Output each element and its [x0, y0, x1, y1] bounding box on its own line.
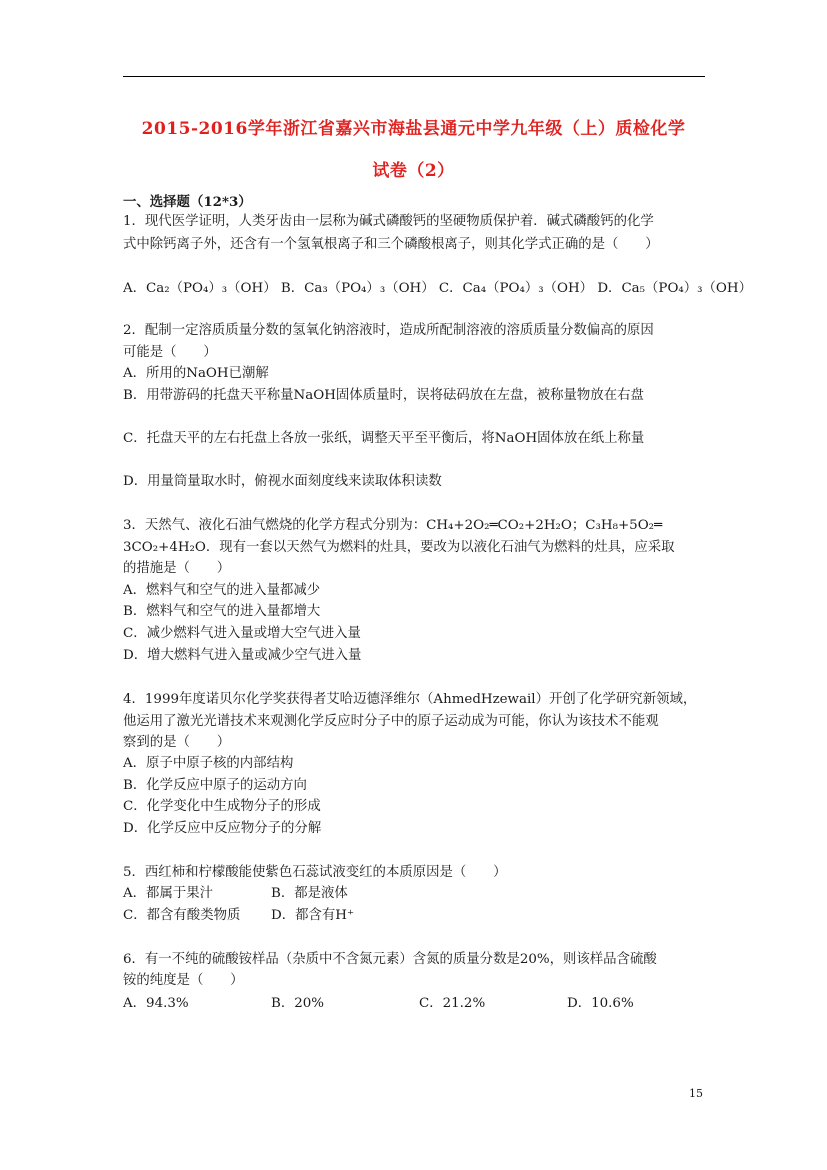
- question-3-text-cont2: 的措施是（ ）: [123, 561, 231, 576]
- page-number: 15: [689, 1087, 703, 1100]
- question-4-text-cont2: 察到的是（ ）: [123, 735, 231, 750]
- question-6-option-c: C．21.2%: [419, 996, 486, 1011]
- question-4-option-a: A．原子中原子核的内部结构: [123, 756, 294, 771]
- question-1-options: A．Ca₂（PO₄）₃（OH） B．Ca₃（PO₄）₃（OH） C．Ca₄（PO₄）₃（OH） D．Ca₅（PO₄）₃（OH）: [123, 281, 752, 296]
- question-2-text-cont: 可能是（ ）: [123, 345, 217, 360]
- question-2-option-b: B．用带游码的托盘天平称量NaOH固体质量时，误将砝码放在左盘，被称量物放在右盘: [123, 388, 644, 403]
- question-6-option-d: D．10.6%: [567, 996, 634, 1011]
- question-3-text: 3．天然气、液化石油气燃烧的化学方程式分别为：CH₄+2O₂═CO₂+2H₂O；C₃H₈+5O₂═: [123, 518, 663, 533]
- question-3-option-b: B．燃料气和空气的进入量都增大: [123, 604, 321, 619]
- question-3-option-a: A．燃料气和空气的进入量都减少: [123, 583, 321, 598]
- question-1-text-cont: 式中除钙离子外，还含有一个氢氧根离子和三个磷酸根离子，则其化学式正确的是（ ）: [123, 237, 659, 252]
- page-title-continued: 试卷（2）: [372, 161, 455, 181]
- question-6-option-a: A．94.3%: [123, 996, 189, 1011]
- question-5-option-b: B．都是液体: [271, 886, 348, 901]
- page-title: 2015-2016学年浙江省嘉兴市海盐县通元中学九年级（上）质检化学: [141, 119, 686, 139]
- question-2-option-d: D．用量筒量取水时，俯视水面刻度线来读取体积读数: [123, 474, 442, 489]
- question-2-option-a: A．所用的NaOH已潮解: [123, 366, 269, 381]
- question-4-option-d: D．化学反应中反应物分子的分解: [123, 821, 322, 836]
- question-6-option-b: B．20%: [271, 996, 324, 1011]
- question-3-text-cont: 3CO₂+4H₂O．现有一套以天然气为燃料的灶具，要改为以液化石油气为燃料的灶具，应采取: [123, 540, 675, 555]
- question-3-option-c: C．减少燃料气进入量或增大空气进入量: [123, 626, 361, 641]
- question-5-option-d: D．都含有H⁺: [271, 908, 355, 923]
- header-rule: [123, 76, 705, 77]
- question-6-text-cont: 铵的纯度是（ ）: [123, 973, 244, 988]
- question-4-option-c: C．化学变化中生成物分子的形成: [123, 799, 321, 814]
- question-4-text: 4．1999年度诺贝尔化学奖获得者艾哈迈德泽维尔（AhmedHzewail）开创了化学研究新领域，: [123, 692, 697, 707]
- question-4-option-b: B．化学反应中原子的运动方向: [123, 778, 307, 793]
- question-5-text: 5．西红柿和柠檬酸能使紫色石蕊试液变红的本质原因是（ ）: [123, 865, 507, 880]
- section-heading: 一、选择题（12*3）: [123, 194, 252, 210]
- question-5-option-a: A．都属于果汁: [123, 886, 214, 901]
- question-3-option-d: D．增大燃料气进入量或减少空气进入量: [123, 648, 362, 663]
- question-1-text: 1．现代医学证明，人类牙齿由一层称为碱式磷酸钙的坚硬物质保护着．碱式磷酸钙的化学: [123, 214, 654, 229]
- question-4-text-cont: 他运用了激光光谱技术来观测化学反应时分子中的原子运动成为可能，你认为该技术不能观: [123, 714, 659, 729]
- question-2-option-c: C．托盘天平的左右托盘上各放一张纸，调整天平至平衡后，将NaOH固体放在纸上称量: [123, 431, 645, 446]
- question-5-option-c: C．都含有酸类物质: [123, 908, 241, 923]
- question-6-text: 6．有一不纯的硫酸铵样品（杂质中不含氮元素）含氮的质量分数是20%，则该样品含硫酸: [123, 952, 657, 967]
- question-2-text: 2．配制一定溶质质量分数的氢氧化钠溶液时，造成所配制溶液的溶质质量分数偏高的原因: [123, 323, 654, 338]
